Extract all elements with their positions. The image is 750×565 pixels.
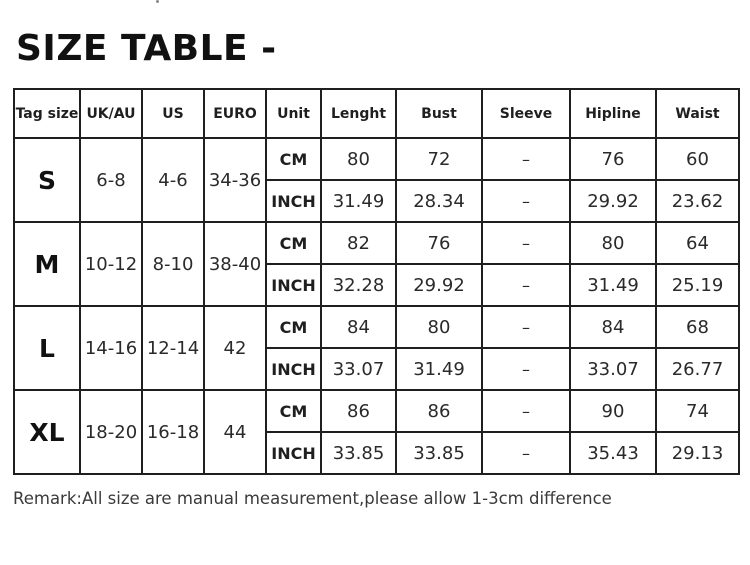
length-cell: 33.85 [321,432,396,474]
waist-cell: 25.19 [656,264,739,306]
tag-size-cell: L [14,306,80,390]
table-row [14,222,739,264]
sleeve-cell: – [482,264,570,306]
table-row [14,138,739,180]
euro-cell: 38-40 [204,222,266,306]
waist-cell: 60 [656,138,739,180]
euro-cell: 34-36 [204,138,266,222]
hipline-cell: 84 [570,306,656,348]
euro-cell: 42 [204,306,266,390]
hipline-cell: 90 [570,390,656,432]
bust-cell: 72 [396,138,482,180]
header-hipline: Hipline [570,89,656,138]
tag-size-cell: M [14,222,80,306]
waist-cell: 23.62 [656,180,739,222]
header-us: US [142,89,204,138]
bust-cell: 86 [396,390,482,432]
waist-cell: 74 [656,390,739,432]
unit-cell: INCH [266,264,321,306]
length-cell: 86 [321,390,396,432]
header-uk-au: UK/AU [80,89,142,138]
sleeve-cell: – [482,432,570,474]
header-bust: Bust [396,89,482,138]
us-cell: 4-6 [142,138,204,222]
waist-cell: 29.13 [656,432,739,474]
unit-cell: INCH [266,432,321,474]
unit-cell: CM [266,222,321,264]
euro-cell: 44 [204,390,266,474]
uk-au-cell: 14-16 [80,306,142,390]
tag-size-cell: S [14,138,80,222]
us-cell: 12-14 [142,306,204,390]
us-cell: 8-10 [142,222,204,306]
uk-au-cell: 10-12 [80,222,142,306]
length-cell: 32.28 [321,264,396,306]
unit-cell: INCH [266,180,321,222]
bust-cell: 28.34 [396,180,482,222]
bust-cell: 76 [396,222,482,264]
waist-cell: 64 [656,222,739,264]
sleeve-cell: – [482,348,570,390]
bust-cell: 80 [396,306,482,348]
sleeve-cell: – [482,180,570,222]
header-unit: Unit [266,89,321,138]
unit-cell: CM [266,138,321,180]
unit-cell: CM [266,306,321,348]
size-table [13,88,740,475]
sleeve-cell: – [482,138,570,180]
table-row [14,306,739,348]
unit-cell: INCH [266,348,321,390]
header-waist: Waist [656,89,739,138]
sleeve-cell: – [482,390,570,432]
header-row [14,89,739,138]
length-cell: 31.49 [321,180,396,222]
uk-au-cell: 18-20 [80,390,142,474]
header-length: Lenght [321,89,396,138]
length-cell: 82 [321,222,396,264]
hipline-cell: 29.92 [570,180,656,222]
us-cell: 16-18 [142,390,204,474]
waist-cell: 26.77 [656,348,739,390]
bust-cell: 29.92 [396,264,482,306]
bust-cell: 31.49 [396,348,482,390]
sleeve-cell: – [482,306,570,348]
header-sleeve: Sleeve [482,89,570,138]
sleeve-cell: – [482,222,570,264]
tag-size-cell: XL [14,390,80,474]
hipline-cell: 80 [570,222,656,264]
uk-au-cell: 6-8 [80,138,142,222]
page-title: SIZE TABLE - [16,28,277,69]
unit-cell: CM [266,390,321,432]
table-row [14,390,739,432]
stray-dot [156,0,159,3]
hipline-cell: 33.07 [570,348,656,390]
hipline-cell: 76 [570,138,656,180]
hipline-cell: 31.49 [570,264,656,306]
length-cell: 80 [321,138,396,180]
remark-note: Remark:All size are manual measurement,please allow 1-3cm difference [13,489,612,508]
header-euro: EURO [204,89,266,138]
hipline-cell: 35.43 [570,432,656,474]
length-cell: 33.07 [321,348,396,390]
length-cell: 84 [321,306,396,348]
waist-cell: 68 [656,306,739,348]
bust-cell: 33.85 [396,432,482,474]
header-tag-size: Tag size [14,89,80,138]
